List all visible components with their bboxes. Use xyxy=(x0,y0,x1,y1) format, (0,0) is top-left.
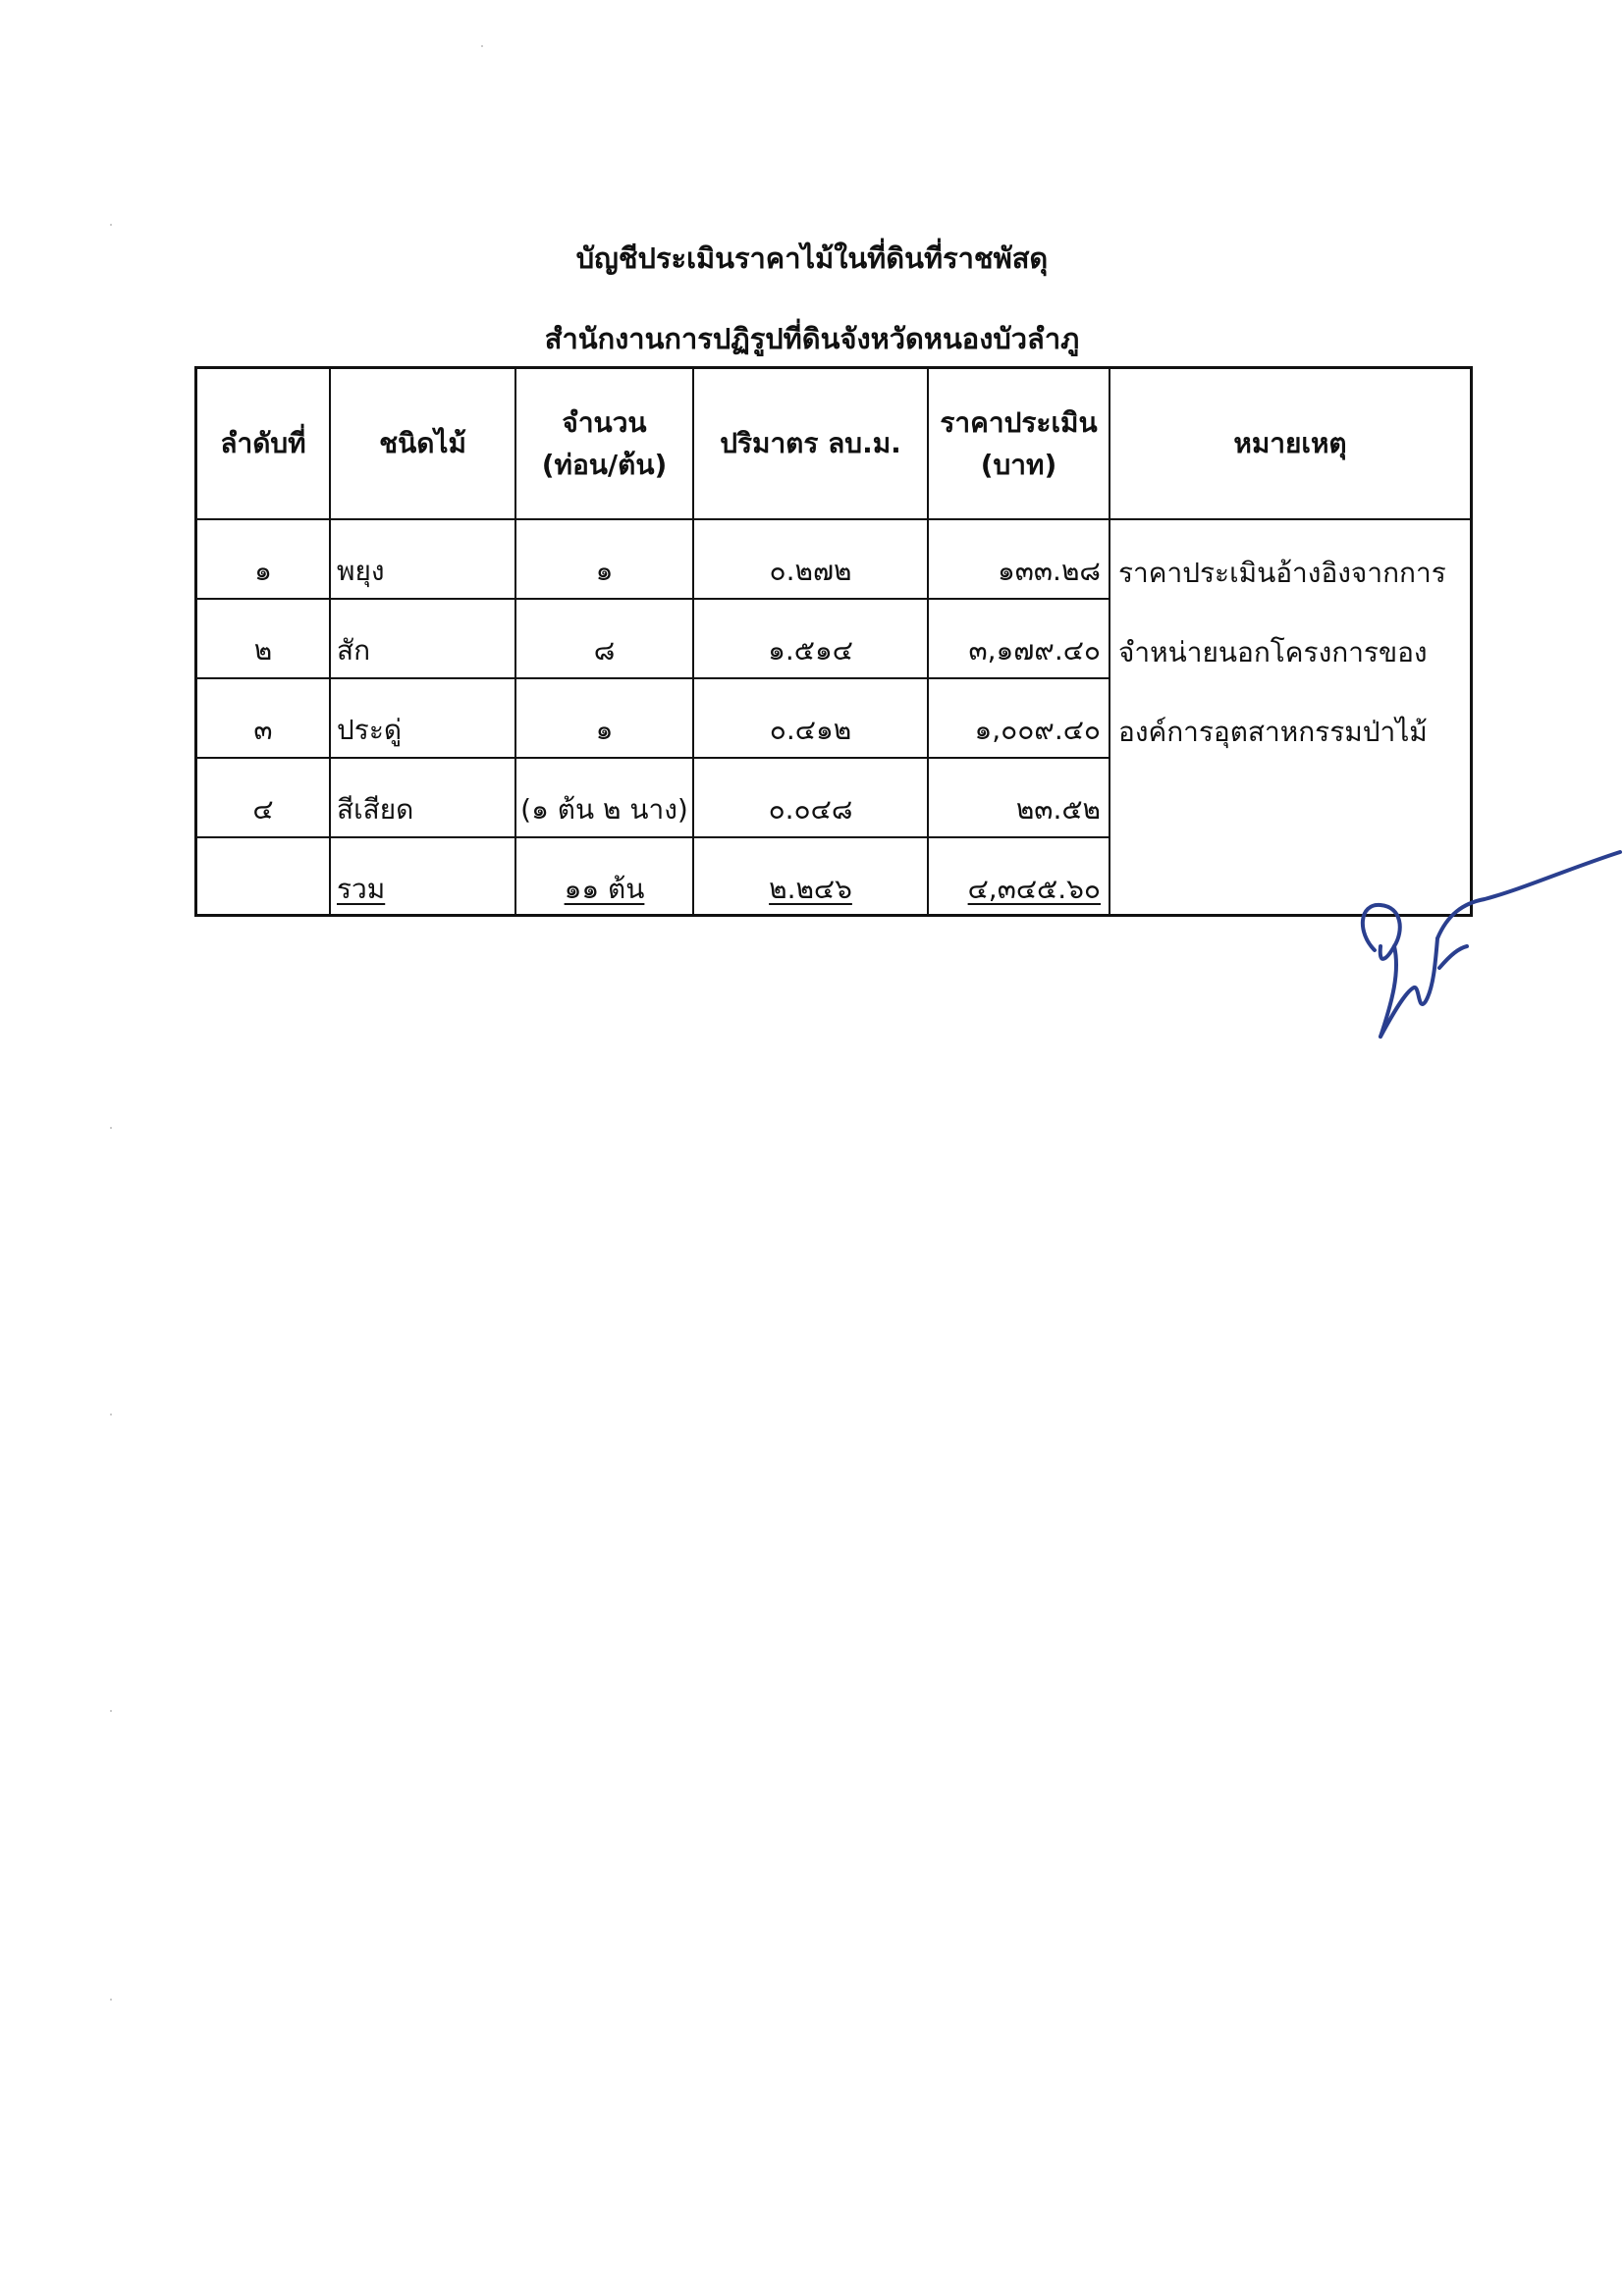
row-2-quantity: ๘ xyxy=(593,634,616,667)
row-4-price: ๒๓.๕๒ xyxy=(1015,793,1101,826)
total-volume-cell xyxy=(694,872,927,906)
row-3-wood-type: ประดู่ xyxy=(337,714,403,746)
header-price-line1: ราคาประเมิน xyxy=(940,405,1098,439)
remark-line-3: องค์การอุตสาหกรรมป่าไม้ xyxy=(1118,716,1428,748)
row-1-order: ๑ xyxy=(254,555,272,587)
table-header-divider xyxy=(197,518,1470,520)
header-remarks-label: หมายเหตุ xyxy=(1233,427,1347,460)
table-row-divider xyxy=(197,598,1110,600)
row-4-quantity: (๑ ต้น ๒ นาง) xyxy=(520,793,688,826)
remark-line-1: ราคาประเมินอ้างอิงจากการ xyxy=(1118,557,1446,589)
row-4-volume: ๐.๐๔๘ xyxy=(768,793,853,826)
row-2-price: ๓,๑๗๙.๔๐ xyxy=(968,634,1101,667)
row-1-volume: ๐.๒๗๒ xyxy=(769,555,852,587)
header-wood-type xyxy=(331,369,514,518)
header-volume xyxy=(694,369,927,518)
total-price: ๔,๓๔๕.๖๐ xyxy=(967,873,1101,905)
row-4-order: ๔ xyxy=(252,793,274,826)
header-order-label: ลำดับที่ xyxy=(220,427,306,460)
total-volume: ๒.๒๔๖ xyxy=(769,873,852,905)
row-1-quantity: ๑ xyxy=(595,555,614,587)
total-label: รวม xyxy=(337,873,386,905)
header-remarks xyxy=(1110,369,1470,518)
total-quantity-cell xyxy=(516,872,692,906)
row-1-wood-type: พยุง xyxy=(337,555,385,587)
row-2-order: ๒ xyxy=(253,634,273,667)
table-row-divider xyxy=(197,757,1110,759)
header-price xyxy=(929,369,1109,518)
handwritten-signature xyxy=(1345,844,1624,1041)
header-volume-label: ปริมาตร ลบ.ม. xyxy=(720,427,901,460)
header-quantity xyxy=(516,369,692,518)
header-wood-type-label: ชนิดไม้ xyxy=(379,427,466,460)
row-2-wood-type: สัก xyxy=(337,634,371,667)
row-3-price: ๑,๐๐๙.๔๐ xyxy=(974,714,1101,746)
total-row xyxy=(331,872,514,906)
table-row-divider xyxy=(197,836,1110,838)
header-price-line2: (บาท) xyxy=(980,449,1057,481)
header-quantity-line1: จำนวน xyxy=(562,405,647,439)
row-4-wood-type: สีเสียด xyxy=(337,793,414,826)
table-row-divider xyxy=(197,677,1110,679)
total-price-cell xyxy=(929,872,1109,906)
document-subtitle: สำนักงานการปฏิรูปที่ดินจังหวัดหนองบัวลำภู xyxy=(544,322,1080,355)
row-3-order: ๓ xyxy=(253,714,273,746)
remark-line-2: จำหน่ายนอกโครงการของ xyxy=(1118,636,1428,668)
document-title: บัญชีประเมินราคาไม้ในที่ดินที่ราชพัสดุ xyxy=(575,241,1049,275)
header-quantity-line2: (ท่อน/ต้น) xyxy=(541,449,668,481)
total-quantity: ๑๑ ต้น xyxy=(564,873,645,905)
row-1-price: ๑๓๓.๒๘ xyxy=(997,555,1101,587)
row-2-volume: ๑.๕๑๔ xyxy=(768,634,853,667)
header-order xyxy=(197,369,329,518)
valuation-table xyxy=(194,366,1473,917)
row-3-quantity: ๑ xyxy=(595,714,614,746)
row-3-volume: ๐.๔๑๒ xyxy=(769,714,852,746)
